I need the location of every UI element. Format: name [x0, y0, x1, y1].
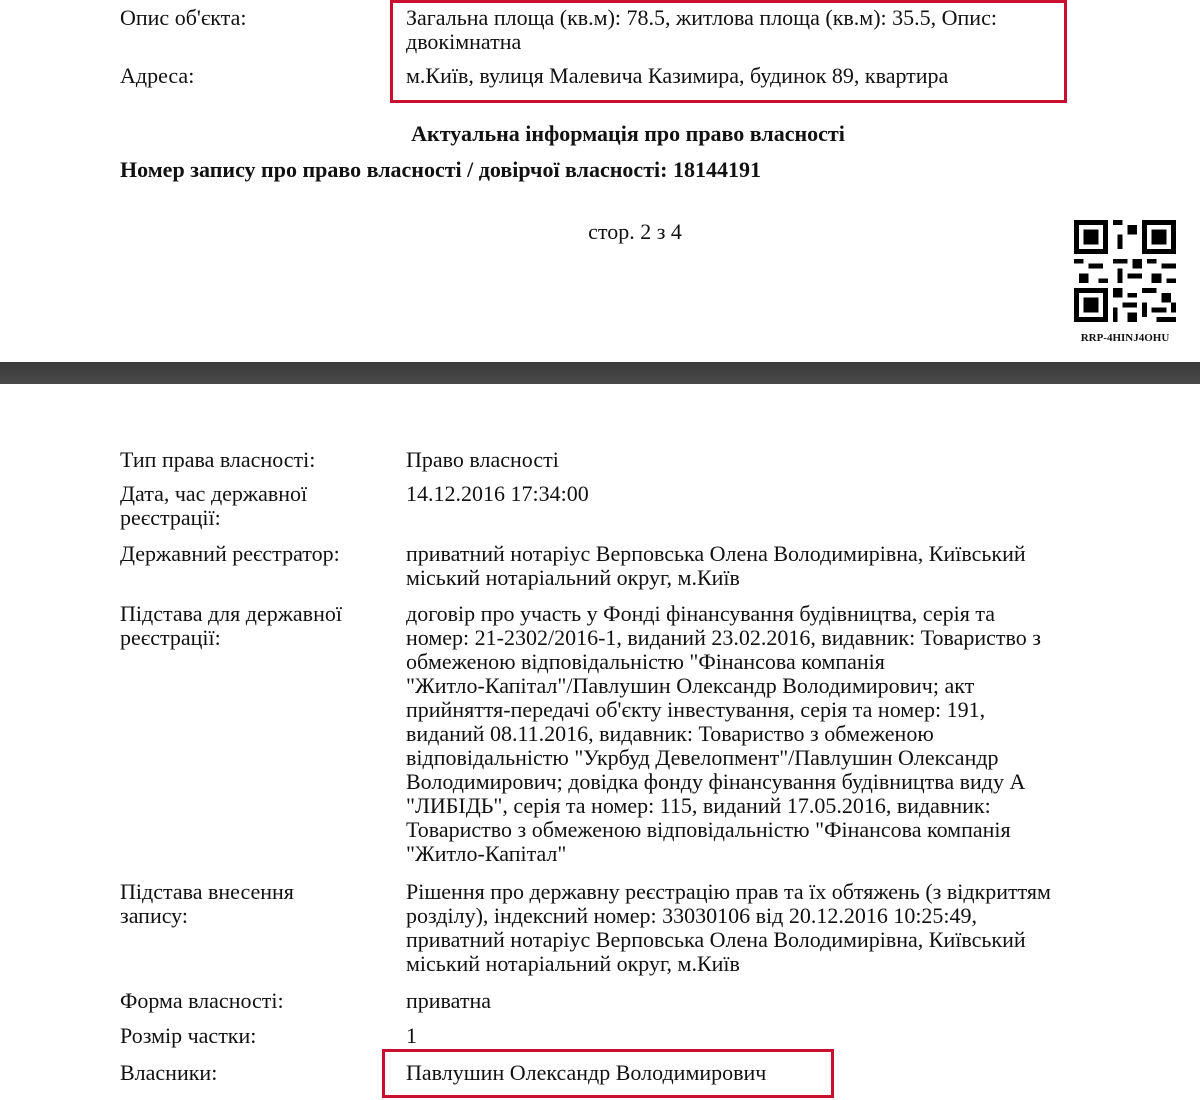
entry-basis-value: Рішення про державну реєстрацію прав та їх обтяжень (з відкриттям розділу), індексний номер: 33030106 від 20.12.2016 10:25:49, приватний нотаріус Верповська Олена Володимирівна, Київський міський нотаріальний округ, м.Київ: [406, 879, 1051, 976]
address-value: м.Київ, вулиця Малевича Казимира, будинок 89, квартира: [406, 63, 949, 88]
registrar-label: Державний реєстратор:: [120, 541, 340, 566]
section-heading: Актуальна інформація про право власності: [411, 121, 845, 146]
highlight-box-object: [390, 0, 1067, 103]
owners-label: Власники:: [120, 1060, 218, 1085]
qr-code-caption: RRP-4HINJ4OHU: [1080, 332, 1170, 344]
owners-value: Павлушин Олександр Володимирович: [406, 1060, 767, 1085]
qr-code-icon: [1074, 220, 1176, 322]
registration-date-label: Дата, час державної реєстрації:: [120, 481, 308, 530]
ownership-form-value: приватна: [406, 988, 491, 1013]
highlight-box-owner: [382, 1049, 834, 1098]
entry-basis-label: Підстава внесення запису:: [120, 879, 294, 928]
object-description-label: Опис об'єкта:: [120, 5, 247, 30]
registration-basis-value: договір про участь у Фонді фінансування будівництва, серія та номер: 21-2302/2016-1, виданий 23.02.2016, видавник: Товариство з обмеженою відповідальністю "Фінансова компанія "Житло-Капітал"/Павлушин Олександр Володимирович; акт прийняття-передачі об'єкту інвестування, серія та номер: 191, виданий 08.11.2016, видавник: Товариство з обмеженою відповідальністю "Укрбуд Девелопмент"/Павлушин Олександр Володимирович; довідка фонду фінансування будівництва виду А "ЛИБІДЬ", серія та номер: 115, виданий 17.05.2016, видавник: Товариство з обмеженою відповідальністю "Фінансова компанія "Житло-Капітал": [406, 601, 1041, 866]
document-page-bottom: [0, 384, 1200, 1100]
registration-basis-label: Підстава для державної реєстрації:: [120, 601, 342, 650]
record-number: Номер запису про право власності / довірчої власності: 18144191: [120, 157, 761, 182]
share-size-label: Розмір частки:: [120, 1023, 257, 1048]
share-size-value: 1: [406, 1023, 417, 1048]
ownership-type-label: Тип права власності:: [120, 447, 316, 472]
registrar-value: приватний нотаріус Верповська Олена Володимирівна, Київський міський нотаріальний округ, м.Київ: [406, 541, 1026, 590]
page-number: стор. 2 з 4: [588, 219, 682, 244]
object-description-value: Загальна площа (кв.м): 78.5, житлова площа (кв.м): 35.5, Опис: двокімнатна: [406, 5, 997, 54]
ownership-form-label: Форма власності:: [120, 988, 284, 1013]
document-page-top: [0, 0, 1200, 362]
ownership-type-value: Право власності: [406, 447, 559, 472]
registration-date-value: 14.12.2016 17:34:00: [406, 481, 589, 506]
page-separator: [0, 362, 1200, 384]
address-label: Адреса:: [120, 63, 195, 88]
